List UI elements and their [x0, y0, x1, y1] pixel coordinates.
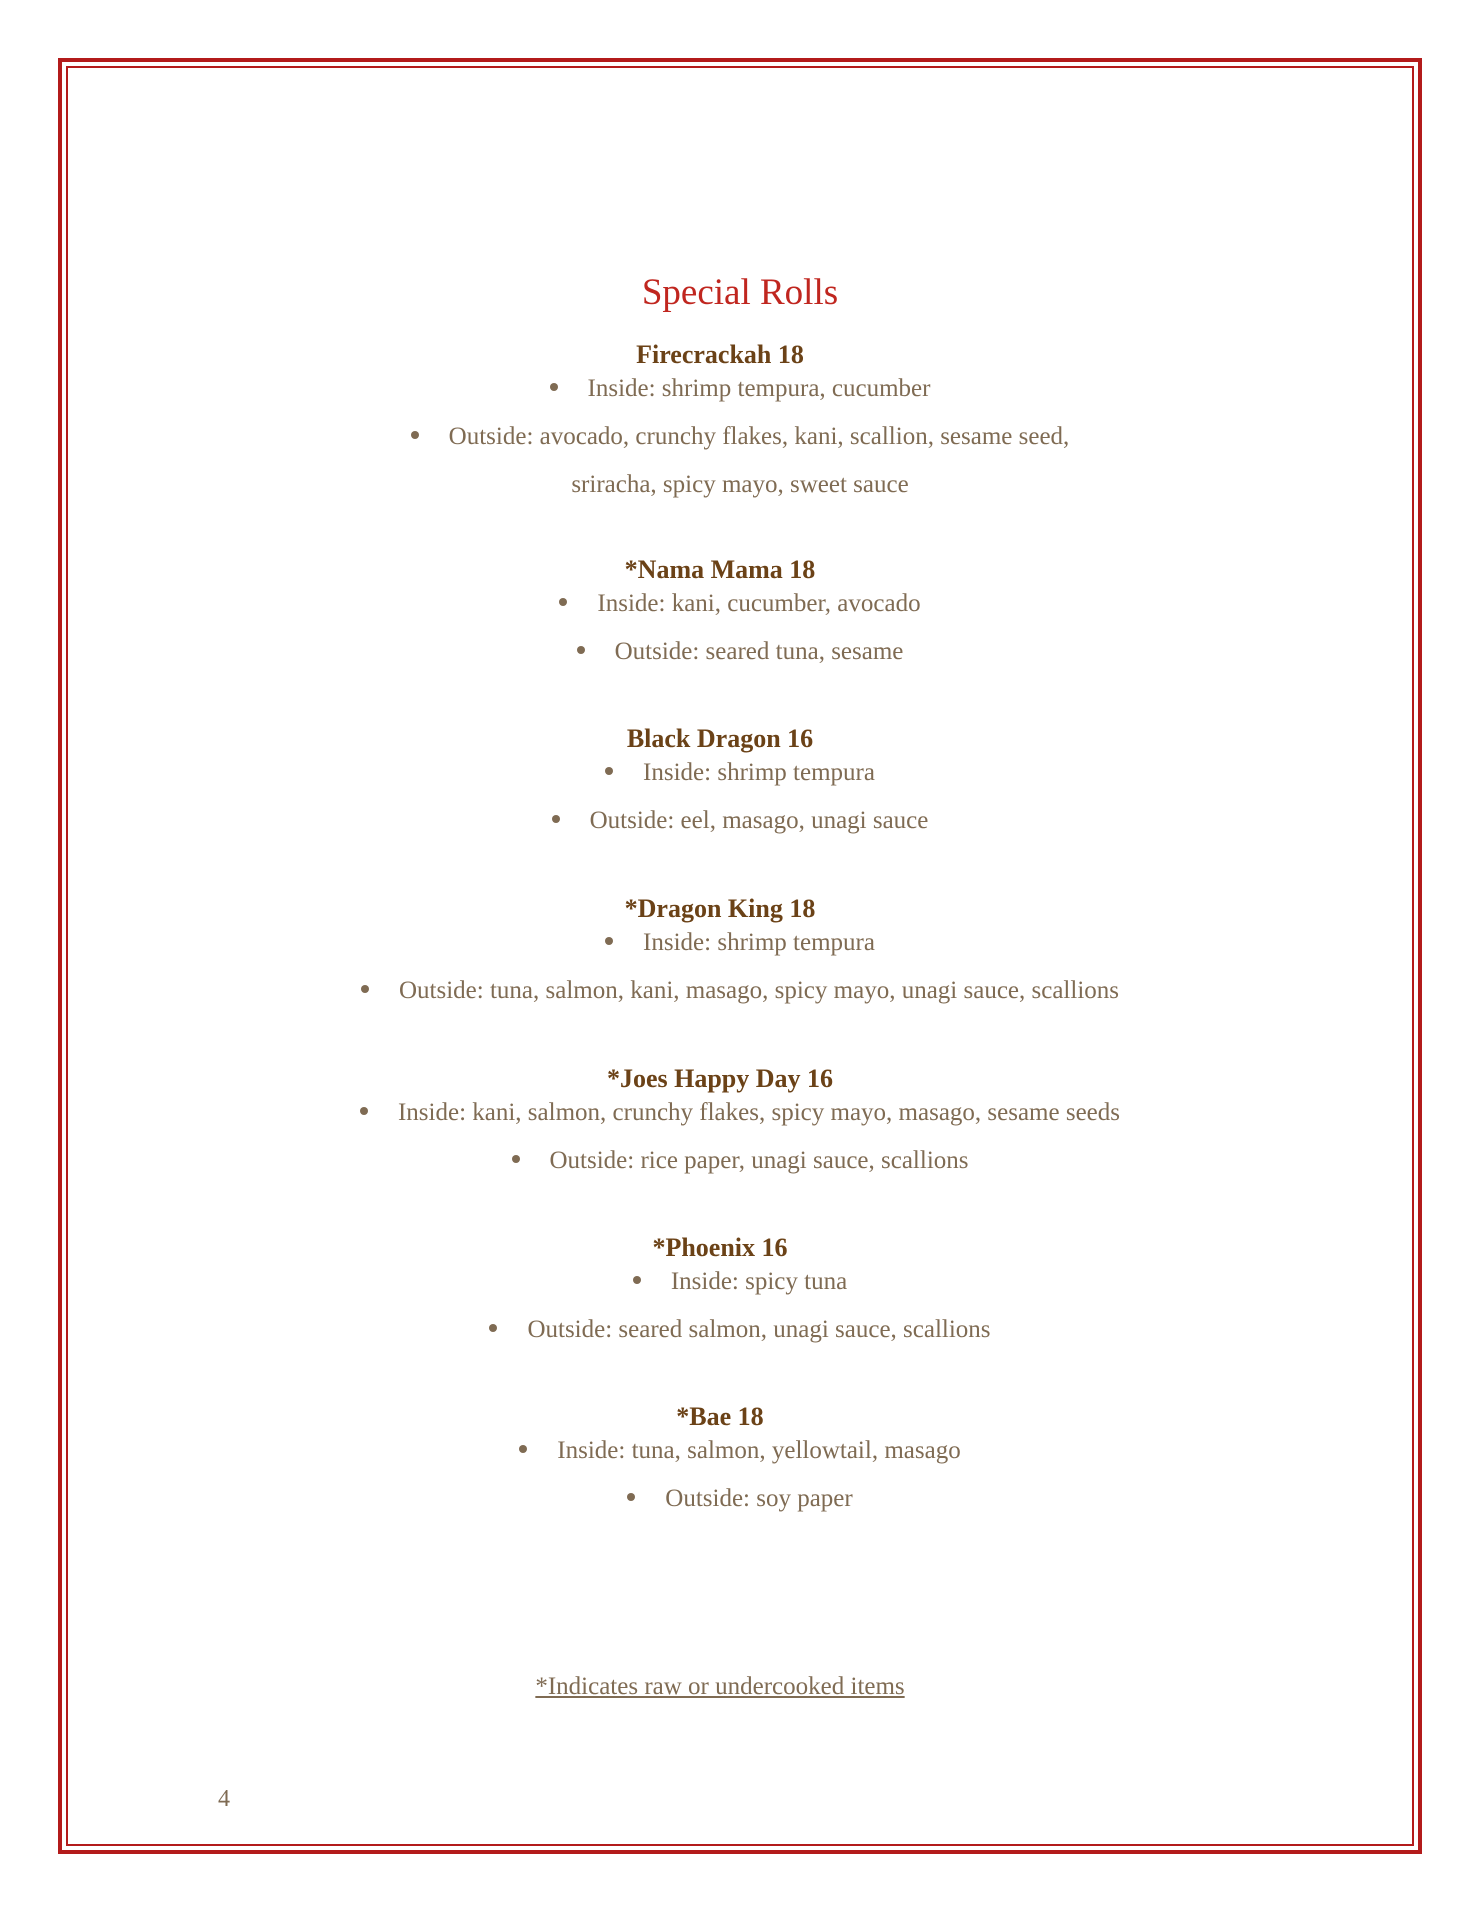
- roll-ingredients: [66, 372, 1414, 509]
- ingredient-inside-text: Inside: kani, salmon, crunchy flakes, spicy mayo, masago, sesame seeds: [397, 1099, 1121, 1126]
- roll-firecrackah: [66, 338, 1414, 509]
- bullet-icon: [519, 1445, 527, 1453]
- ingredient-outside: [66, 628, 1414, 676]
- ingredient-inside-text: Inside: shrimp tempura, cucumber: [587, 375, 931, 402]
- bullet-icon: [360, 1107, 368, 1115]
- bullet-icon: [605, 767, 613, 775]
- bullet-icon: [489, 1324, 497, 1332]
- page-number: 4: [218, 1786, 230, 1812]
- bullet-icon: [550, 383, 558, 391]
- roll-joes-happy-day: [66, 1062, 1414, 1185]
- roll-black-dragon: [66, 722, 1414, 845]
- ingredient-outside-text: Outside: rice paper, unagi sauce, scallions: [549, 1147, 969, 1174]
- roll-name: Firecrackah 18: [636, 340, 804, 369]
- ingredient-inside: [66, 756, 1414, 790]
- menu-page: [66, 66, 1414, 1846]
- roll-ingredients: [66, 926, 1414, 1015]
- ingredient-outside-continued: sriracha, spicy mayo, sweet sauce: [571, 471, 909, 498]
- roll-ingredients: [66, 756, 1414, 845]
- roll-name: *Bae 18: [676, 1402, 764, 1431]
- ingredient-inside-text: Inside: kani, cucumber, avocado: [597, 590, 921, 617]
- bullet-icon: [552, 815, 560, 823]
- roll-name: *Joes Happy Day 16: [606, 1064, 834, 1093]
- ingredient-inside-text: Inside: tuna, salmon, yellowtail, masago: [557, 1437, 961, 1464]
- ingredient-outside: [66, 1306, 1414, 1354]
- ingredient-outside: [66, 413, 1414, 509]
- ingredient-outside: [66, 797, 1414, 845]
- ingredient-outside-text: Outside: seared tuna, sesame: [614, 638, 904, 665]
- roll-name: *Nama Mama 18: [624, 555, 816, 584]
- ingredient-outside-text: Outside: soy paper: [665, 1485, 853, 1512]
- roll-name: *Phoenix 16: [652, 1233, 788, 1262]
- bullet-icon: [559, 598, 567, 606]
- ingredient-outside-text: Outside: tuna, salmon, kani, masago, spicy mayo, unagi sauce, scallions: [399, 977, 1119, 1004]
- bullet-icon: [361, 985, 369, 993]
- roll-ingredients: [66, 1265, 1414, 1354]
- ingredient-inside-text: Inside: shrimp tempura: [643, 929, 875, 956]
- ingredient-outside: [66, 967, 1414, 1015]
- ingredient-inside: [66, 587, 1414, 621]
- ingredient-inside: [66, 372, 1414, 406]
- roll-bae: [66, 1400, 1414, 1523]
- ingredient-outside-text: Outside: avocado, crunchy flakes, kani, scallion, sesame seed,: [448, 423, 1070, 450]
- ingredient-inside-text: Inside: spicy tuna: [670, 1268, 848, 1295]
- bullet-icon: [633, 1276, 641, 1284]
- ingredient-outside: [66, 1137, 1414, 1185]
- roll-dragon-king: [66, 892, 1414, 1015]
- ingredient-inside-text: Inside: shrimp tempura: [643, 759, 875, 786]
- ingredient-inside: [66, 926, 1414, 960]
- ingredient-outside-text: Outside: eel, masago, unagi sauce: [589, 807, 929, 834]
- raw-items-footnote: *Indicates raw or undercooked items: [535, 1673, 905, 1700]
- bullet-icon: [512, 1155, 520, 1163]
- ingredient-outside-text: Outside: seared salmon, unagi sauce, scallions: [527, 1316, 991, 1343]
- bullet-icon: [627, 1493, 635, 1501]
- roll-nama-mama: [66, 553, 1414, 676]
- ingredient-inside: [66, 1096, 1414, 1130]
- roll-ingredients: [66, 1434, 1414, 1523]
- roll-name: *Dragon King 18: [624, 894, 816, 923]
- ingredient-outside: [66, 1475, 1414, 1523]
- bullet-icon: [577, 646, 585, 654]
- ingredient-inside: [66, 1265, 1414, 1299]
- ingredient-inside: [66, 1434, 1414, 1468]
- roll-name: Black Dragon 16: [626, 724, 814, 753]
- page-title: Special Rolls: [641, 272, 839, 313]
- roll-ingredients: [66, 587, 1414, 676]
- roll-ingredients: [66, 1096, 1414, 1185]
- bullet-icon: [411, 431, 419, 439]
- roll-phoenix: [66, 1231, 1414, 1354]
- bullet-icon: [605, 937, 613, 945]
